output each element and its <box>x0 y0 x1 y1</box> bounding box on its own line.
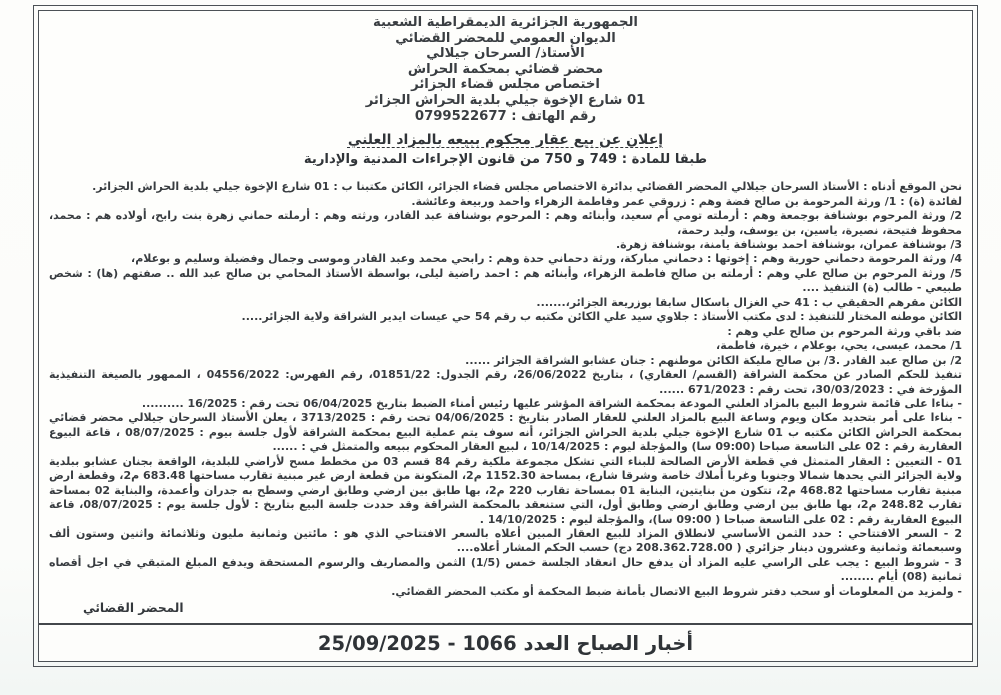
paragraph-sale-terms: 3 - شروط البيع : يجب على الراسي عليه المزاد أن يدفع حال انعقاد الجلسة خمس (1/5) الثمن والمصاريف والرسوم المستحقة ويدفع المبلغ المتبقي في اجل أقصاه ثمانية (08) أيام ........ <box>49 555 963 584</box>
notice-title: إعلان عن بيع عقار محكوم ببيعه بالمزاد العلني <box>347 132 664 149</box>
paragraph-sale-order: - بناءا على أمر بتحديد مكان ويوم وساعة البيع بالمزاد العلني للعقار الصادر بتاريخ : 04/06/2025 تحت رقم : 3713/2025 ، يعلن الأستاذ السرحان جيلالي محضر قضائي بمحكمة الحراش الكائن مكتبه ب 01 شارع الإخوة جيلي بلدية الحراش الجزائر، أنه سوف يتم عملية البيع بمحكمة الشراقة لأول جلسة بيوم : 08/07/2025 ، قاعة البيوع العقارية رقم : 02 على التاسعة صباحا (09:00 سا) والمؤجلة ليوم : 10/14/2025 ، لبيع العقار المحكوم ببيعه والمتمثل في : ...... <box>49 411 963 454</box>
paragraph-defendants-2: 2/ بن صالح عبد القادر .3/ بن صالح مليكة الكائن موطنهم : جنان عشابو الشراقة الجزائر ...... <box>465 353 962 367</box>
paragraph-real-address: الكائن مقرهم الحقيقي ب : 41 حي الغزال باسكال سابقا بوزريعة الجزائر،....... <box>536 295 962 309</box>
paragraph-judgment-ref: تنفيذ للحكم الصادر عن محكمة الشراقة (القسم/ العقاري) ، بتاريخ 26/06/2022، رقم الجدول: 01851/22، رقم الفهرس: 04556/2022 ، الممهور بالصيغة التنفيذية المؤرخة في : 30/03/2023، تحت رقم : 671/2023 ...... <box>49 368 963 396</box>
paragraph-intro: نحن الموقع أدناه : الأستاذ السرحان جيلالي المحضر القضائي بدائرة الاختصاص مجلس قضاء الجزائر، الكائن مكتبنا ب : 01 شارع الإخوة جيلي بلدية الحراش الجزائر. <box>92 180 962 194</box>
notice-content <box>39 11 972 623</box>
header-line-bailiff-name: الأستاذ/ السرحان جيلالي <box>426 46 585 62</box>
newspaper-footer-strip <box>39 623 972 661</box>
header-line-court: محضر قضائي بمحكمة الحراش <box>407 61 604 77</box>
notice-title-block <box>49 131 962 169</box>
document-outer-border <box>33 5 978 667</box>
notice-body <box>49 180 962 599</box>
paragraph-against-heirs: ضد باقي ورثة المرحوم بن صالح علي وهم : <box>727 324 962 338</box>
paragraph-beneficiary-1: لفائدة (ة) : 1/ ورثة المرحومة بن صالح فضة وهم : زروقي عمر وفاطمة الزهراء واحمد وربيعة وعائشة. <box>411 194 962 208</box>
paragraph-beneficiary-4: 4/ ورثة المرحومة دحماني حورية وهم : إخوتها : دحماني مباركة، ورثة دحماني حدة وهم : رابحي محمد وعبد القادر وموسى وجمال وفضيلة وسليم و بوعلام، <box>131 252 962 266</box>
paragraph-beneficiary-5: 5/ ورثة المرحوم بن صالح علي وهم : أرملته بن صالح فاطمة الزهراء، وأبنائه هم : احمد راضية ليلى، بواسطة الأستاذ المحامي بن صالح عبد الله .. صفتهم (ها) : شخص طبيعي - طالب (ة) التنفيذ .... <box>49 266 962 295</box>
bailiff-signature-label: المحضر القضائي <box>83 601 184 615</box>
header-line-address: 01 شارع الإخوة جيلي بلدية الحراش الجزائر <box>365 92 646 108</box>
header-line-jurisdiction: اختصاص مجلس قضاء الجزائر <box>411 77 600 93</box>
bailiff-letterhead <box>49 15 962 124</box>
paragraph-property-designation: 01 - التعيين : العقار المتمثل في قطعة الأرض الصالحة للبناء التي تشكل مجموعة ملكية رقم 84 قسم 03 من مخطط مسح لأراضي للبلدية، الواقعة بجنان عشابو ببلدية ولاية الجزائر التي يحدها شمالا وجنوبا وغربا أملاك خاصة وشرقا شارع، بمساحة 1152.30 م2، المتكونة من قطعة ارض غير مبنية تقارب مساحتها 683.48 م2، وقطعة ارض مبنية تقارب مساحتها 468.82 م2، تتكون من بنايتين، البناية 01 بمساحة تقارب 220 م2، بها طابق بين ارضي وطابق ارضي وسطح به جدران وأعمدة، والبناية 02 بمساحة تقارب 248.82 م2، بها طابق بين ارضي وطابق ارضي وطابق أول، التي ستنعقد بالمحكمة الشراقة وقد حددت جلسة البيع بتاريخ : لأول جلسة يوم : 08/07/2025، قاعة البيوع العقارية رقم : 02 على التاسعة صباحا ( 09:00 سا)، والمؤجلة ليوم : 14/10/2025 . <box>49 454 963 526</box>
header-line-republic: الجمهورية الجزائرية الديمقراطية الشعبية <box>373 15 638 30</box>
header-line-office: الديوان العمومي للمحضر القضائي <box>395 30 616 46</box>
document-inner-border <box>38 10 973 662</box>
paragraph-opening-price: 2 - السعر الافتتاحي : حدد الثمن الأساسي لانطلاق المزاد للبيع العقار المبين أعلاه بالسعر الافتتاحي الذي هو : مائتين وثمانية مليون وثلاثمائة واثنين وستون ألف وسبعمائة وثمانية وعشرون دينار جزائري ( 208.362.728.00 دج) حسب الحكم المشار أعلاه.... <box>49 527 962 555</box>
paragraph-sale-conditions-filing: - بناءا على قائمة شروط البيع بالمزاد العلني المودعة بمحكمة الشراقة المؤشر عليها رئيس أمناء الضبط بتاريخ 06/04/2025 تحت رقم : 16/2025 .......... <box>141 396 962 410</box>
paragraph-beneficiary-3: 3/ بوشنافة عمران، بوشنافة احمد بوشنافة يامنة، بوشنافة زهرة. <box>615 237 962 251</box>
paragraph-defendants-1: 1/ محمد، عيسى، يحي، بوعلام ، خيرة، فاطمة، <box>716 339 962 353</box>
paragraph-chosen-domicile: الكائن موطنه المختار للتنفيذ : لدى مكتب الأستاذ : جلاوي سيد علي الكائن مكتبه ب رقم 54 حي عيسات ايدير الشراقة ولاية الجزائر..... <box>241 310 962 324</box>
newspaper-issue-line: أخبار الصباح العدد 1066 - 25/09/2025 <box>317 631 694 655</box>
header-line-phone: رقم الهاتف : 0799522677 <box>414 108 597 124</box>
paragraph-more-info: - ولمزيد من المعلومات أو سحب دفتر شروط البيع الاتصال بأمانة ضبط المحكمة أو مكتب المحضر القضائي. <box>391 584 962 598</box>
paragraph-beneficiary-2: 2/ ورثة المرحوم بوشنافة بوجمعة وهم : أرملته تومي أم سعيد، وأبنائه وهم : المرحوم بوشنافة عبد القادر، ورثته وهم : أرملته حماني زهرة بنت رابح، أولاده هم : محمد، محفوظ فتيحة، نصيرة، ياسين، بن يوسف، وليد رحمة، <box>49 209 962 237</box>
notice-article-ref: طبقا للمادة : 749 و 750 من قانون الإجراءات المدنية والإدارية <box>303 152 708 168</box>
